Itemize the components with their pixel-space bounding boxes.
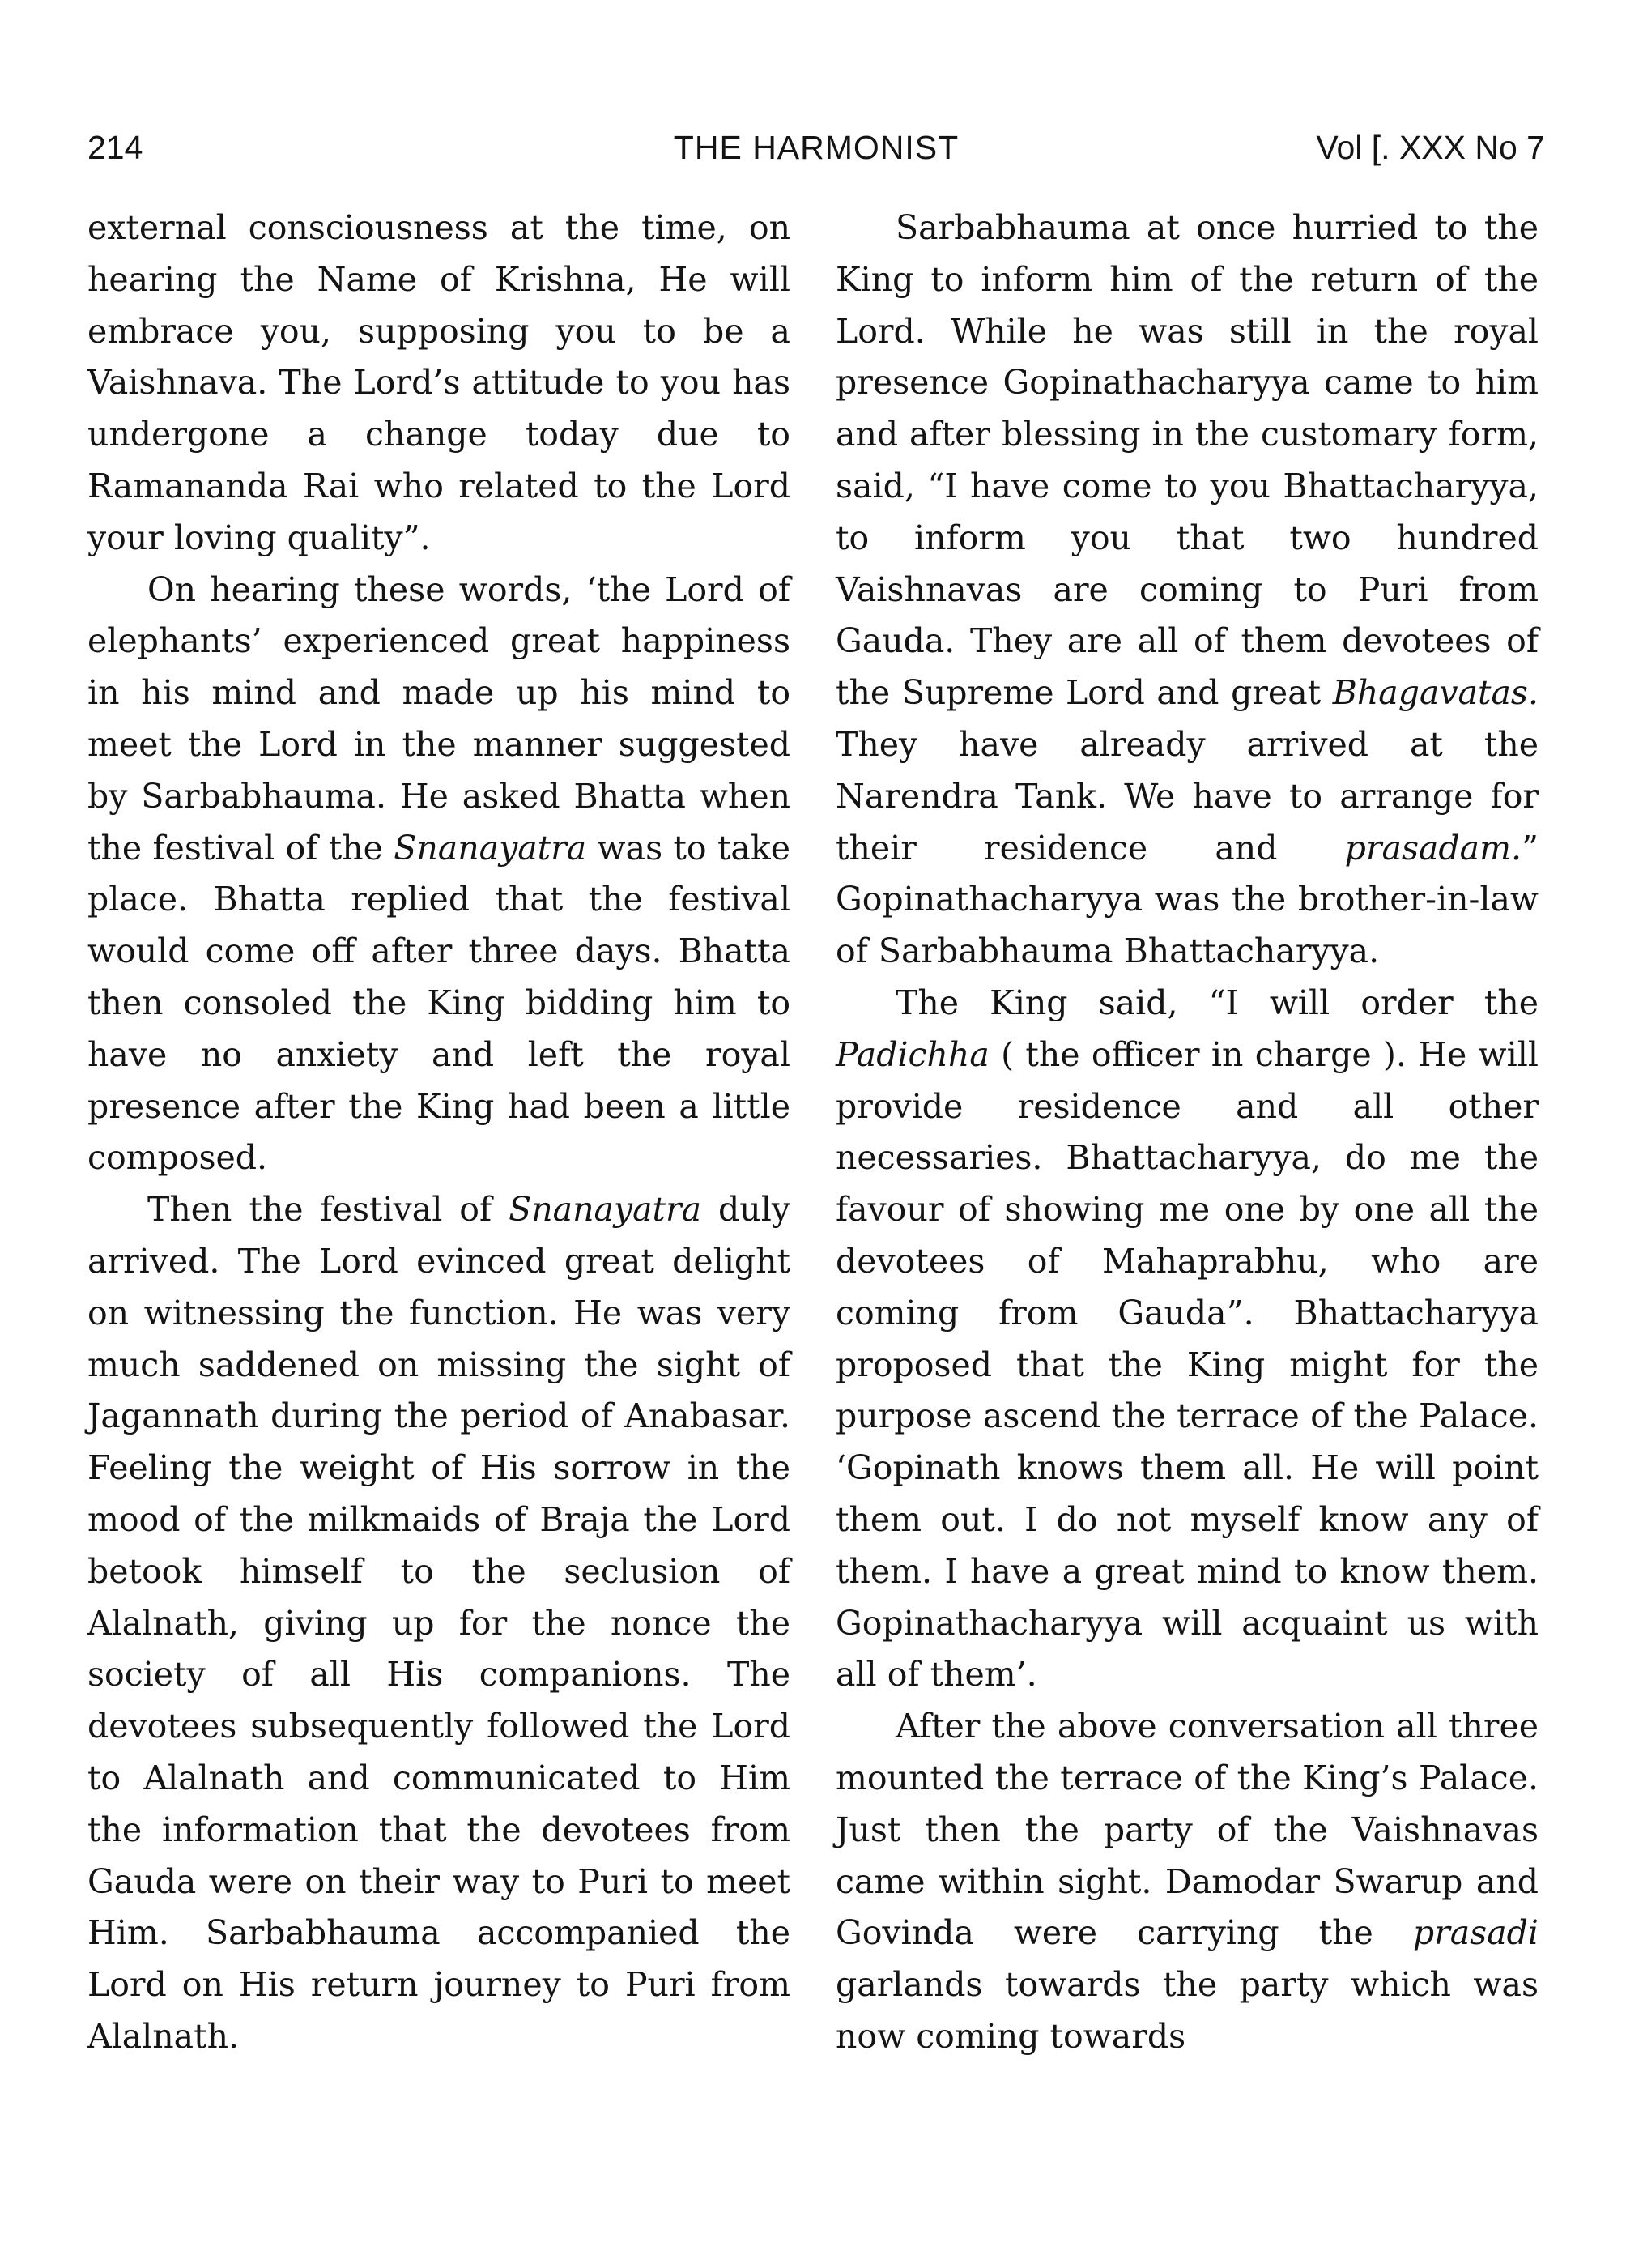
italic-term: Snanayatra bbox=[509, 1190, 702, 1230]
italic-term: Bhagavatas. bbox=[1332, 673, 1539, 713]
italic-term: Snanayatra bbox=[394, 828, 587, 868]
page-number: 214 bbox=[87, 129, 143, 166]
text-run: duly arrived. The Lord evinced great delight on witnessing the function. He was very much saddened on missing the sight of Jagannath during the period of Anabasar. Feeling the weight of His sorrow in the mood of the milkmaids of Braja the Lord betook himself to the seclusion of Alalnath, giving up for the nonce the society of all His companions. The devotees subsequently followed the Lord to Alalnath and communicated to Him the information that the devotees from Gauda were on their way to Puri to meet Him. Sarbabhauma accompanied the Lord on His return journey to Puri from Alalnath. bbox=[87, 1190, 790, 2056]
paragraph-snanayatra-festival bbox=[87, 1184, 790, 2063]
text-run: ” Gopinathacharyya was the brother-in-law of Sarbabhauma Bhattacharyya. bbox=[836, 828, 1539, 971]
italic-term: prasadi bbox=[1412, 1913, 1539, 1953]
text-run: The King said, “I will order the bbox=[896, 983, 1539, 1022]
text-run: garlands towards the party which was now coming towards bbox=[836, 1965, 1539, 2056]
italic-term: prasadam. bbox=[1344, 828, 1522, 868]
text-run: was to take place. Bhatta replied that the festival would come off after three days. Bhatta then consoled the King bidding him to have no anxiety and left the royal presence after the King had been a little composed. bbox=[87, 828, 790, 1178]
text-run: They have already arrived at the Narendra Tank. We have to arrange for their residence and bbox=[836, 724, 1539, 868]
text-run: Then the festival of bbox=[147, 1190, 492, 1230]
paragraph-terrace bbox=[836, 1701, 1539, 2063]
text-run: After the above conversation all three mounted the terrace of the King’s Palace. Just then the party of the Vaishnavas came within sight. Damodar Swarup and Govinda were carrying the bbox=[836, 1707, 1539, 1953]
text-run: On hearing these words, ‘the Lord of elephants’ experienced great happiness in his mind and made up his mind to meet the Lord in the manner suggested by Sarbabhauma. He asked Bhatta when the festival of the bbox=[87, 569, 790, 868]
text-run: ( the officer in charge ). He will provide residence and all other necessaries. Bhattacharyya, do me the favour of showing me one by one all the devotees of Mahaprabhu, who are coming from Gauda”. Bhattacharyya proposed that the King might for the purpose ascend the terrace of the Palace. ‘Gopinath knows them all. He will point them out. I do not myself know any of them. I have a great mind to know them. Gopinathacharyya will acquaint us with all of them’. bbox=[836, 1034, 1539, 1695]
running-head bbox=[87, 123, 1545, 172]
volume-issue: Vol [. XXX No 7 bbox=[1316, 129, 1545, 166]
paragraph-continuation: external consciousness at the time, on hearing the Name of Krishna, He will embrace you, supposing you to be a Vaishnava. The Lord’s attitude to you has undergone a change today due to Ramananda Rai who related to the Lord your loving quality”. bbox=[87, 208, 790, 557]
italic-term: Padichha bbox=[836, 1034, 990, 1074]
paragraph-sarbabhauma-hurried bbox=[836, 202, 1539, 978]
right-column bbox=[836, 202, 1539, 2063]
left-column bbox=[87, 202, 790, 2063]
journal-title: THE HARMONIST bbox=[673, 129, 960, 166]
text-run: Sarbabhauma at once hurried to the King to inform him of the return of the Lord. While he was still in the royal presence Gopinathacharyya came to him and after blessing in the customary form, said, “I have come to you Bhattacharyya, to inform you that two hundred Vaishnavas are coming to Puri from Gauda. They are all of them devotees of the Supreme Lord and great bbox=[836, 208, 1539, 713]
paragraph-king-said bbox=[836, 978, 1539, 1701]
paragraph-lord-of-elephants bbox=[87, 565, 790, 1185]
